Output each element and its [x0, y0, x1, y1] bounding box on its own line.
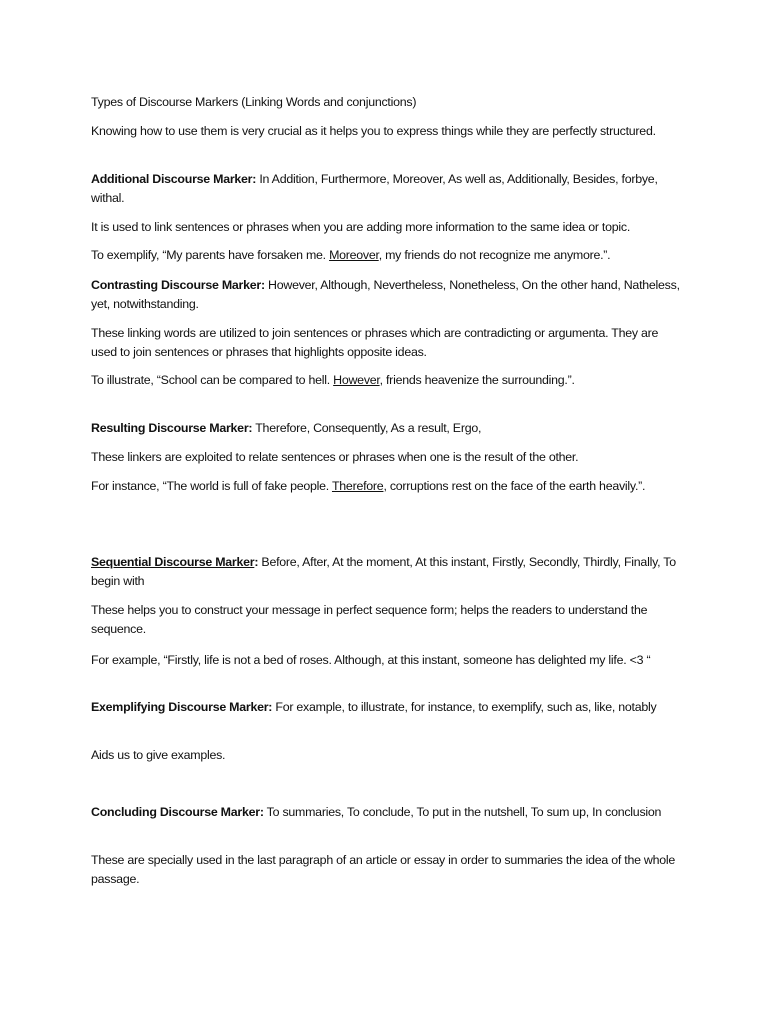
exemplifying-marker-paragraph — [91, 698, 681, 717]
resulting-label: Resulting Discourse Marker: — [91, 421, 253, 435]
example-text: To exemplify, “My parents have forsaken me. — [91, 248, 330, 262]
sequential-label: Sequential Discourse Marker — [91, 555, 255, 569]
sequential-words: Before, After, At the moment, At this instant, Firstly, Secondly, Thirdly, Finally, To begin with — [91, 555, 676, 588]
example-text: To illustrate, “School can be compared to hell. — [91, 373, 334, 387]
colon: : — [254, 555, 259, 569]
sequential-description: These helps you to construct your message in perfect sequence form; helps the readers to understand the sequence. — [91, 603, 648, 636]
concluding-label: Concluding Discourse Marker: — [91, 805, 264, 819]
sequential-example: For example, “Firstly, life is not a bed of roses. Although, at this instant, someone has delighted my life. <3 “ — [91, 653, 651, 667]
exemplifying-words: For example, to illustrate, for instance, to exemplify, such as, like, notably — [272, 700, 657, 714]
exemplifying-description: Aids us to give examples. — [91, 748, 226, 762]
example-text: , corruptions rest on the face of the earth heavily.”. — [383, 479, 646, 493]
document-title: Types of Discourse Markers (Linking Words and conjunctions) — [91, 95, 417, 109]
example-text: , friends heavenize the surrounding.”. — [379, 373, 575, 387]
intro-paragraph: Knowing how to use them is very crucial as it helps you to express things while they are perfectly structured. — [91, 124, 656, 138]
resulting-description: These linkers are exploited to relate sentences or phrases when one is the result of the other. — [91, 450, 579, 464]
contrasting-description: These linking words are utilized to join sentences or phrases which are contradicting or argumenta. They are used to join sentences or phrases that highlights opposite ideas. — [91, 326, 659, 359]
example-text: , my friends do not recognize me anymore.”. — [378, 248, 611, 262]
contrasting-example — [91, 371, 681, 390]
underlined-marker: Moreover — [329, 248, 379, 262]
underlined-marker: Therefore — [331, 479, 384, 493]
additional-example — [91, 246, 681, 265]
additional-words: In Addition, Furthermore, Moreover, As well as, Additionally, Besides, forbye, withal. — [91, 172, 658, 205]
contrasting-words: However, Although, Nevertheless, Nonetheless, On the other hand, Natheless, yet, notwithstanding. — [91, 278, 680, 311]
additional-label: Additional Discourse Marker: — [91, 172, 257, 186]
concluding-description: These are specially used in the last paragraph of an article or essay in order to summaries the idea of the whole passage. — [91, 853, 676, 886]
contrasting-label: Contrasting Discourse Marker: — [91, 278, 265, 292]
additional-marker-paragraph — [91, 170, 681, 208]
concluding-words: To summaries, To conclude, To put in the nutshell, To sum up, In conclusion — [263, 805, 662, 819]
example-text: For instance, “The world is full of fake people. — [91, 479, 332, 493]
sequential-marker-paragraph — [91, 553, 681, 591]
concluding-marker-paragraph — [91, 803, 681, 822]
resulting-words: Therefore, Consequently, As a result, Ergo, — [252, 421, 482, 435]
resulting-marker-paragraph — [91, 419, 681, 438]
additional-description: It is used to link sentences or phrases when you are adding more information to the same idea or topic. — [91, 220, 631, 234]
underlined-marker: However — [333, 373, 380, 387]
exemplifying-label: Exemplifying Discourse Marker: — [91, 700, 273, 714]
resulting-example — [91, 477, 681, 496]
contrasting-marker-paragraph — [91, 276, 681, 314]
